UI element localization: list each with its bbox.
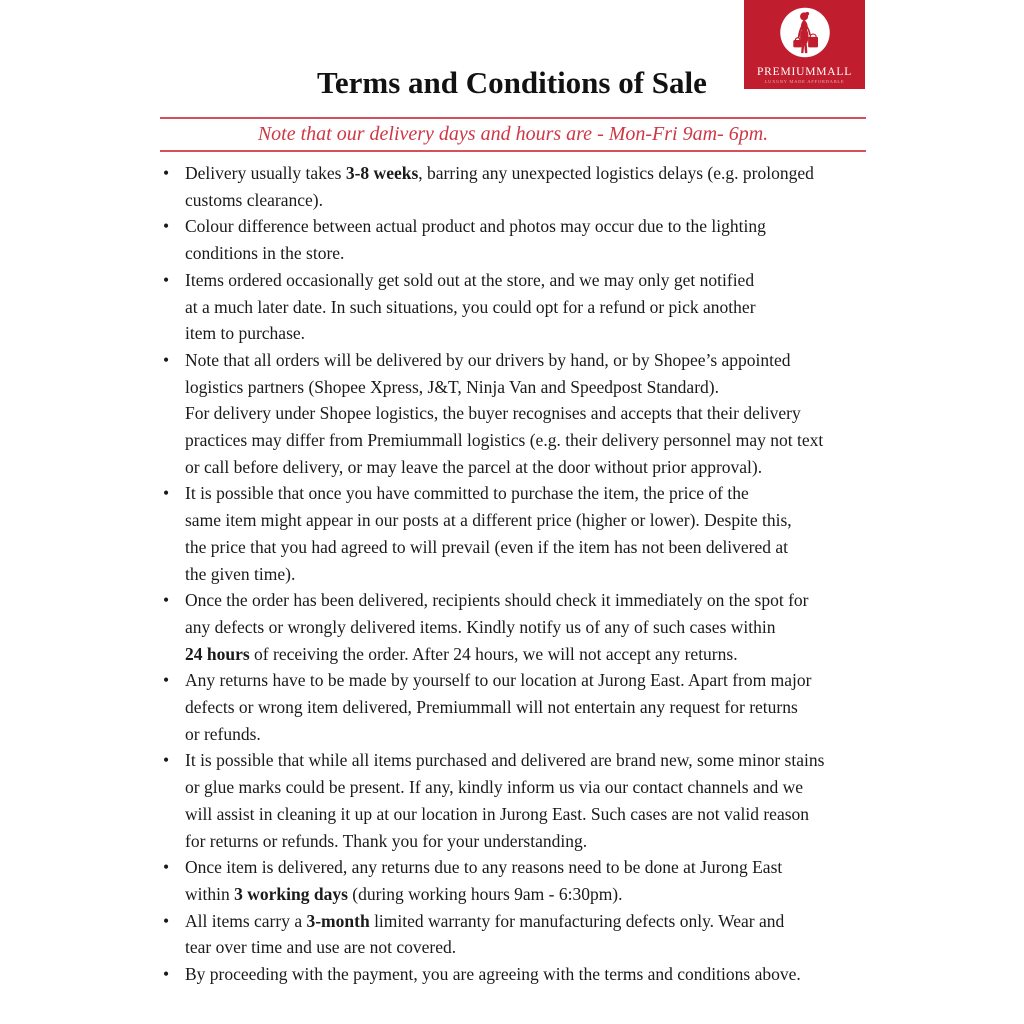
term-item: • Any returns have to be made by yourself to our location at Jurong East. Apart from major defects or wrong item delivered, Premiummall will not entertain any request for returns or refunds.	[160, 667, 894, 747]
term-item: • Colour difference between actual product and photos may occur due to the lighting conditions in the store.	[160, 213, 894, 266]
brand-tagline: LUXURY MADE AFFORDABLE	[764, 79, 845, 84]
term-item: • It is possible that while all items purchased and delivered are brand new, some minor stains or glue marks could be present. If any, kindly inform us via our contact channels and we will assist in cleaning it up at our location in Jurong East. Such cases are not valid reason for returns or refunds. Thank you for your understanding.	[160, 747, 894, 854]
delivery-note-band	[160, 117, 866, 152]
delivery-note: Note that our delivery days and hours are - Mon-Fri 9am- 6pm.	[257, 123, 769, 145]
term-item: • It is possible that once you have committed to purchase the item, the price of the same item might appear in our posts at a different price (higher or lower). Despite this, the price that you had agreed to will prevail (even if the item has not been delivered at the given time).	[160, 480, 894, 587]
brand-name: PREMIUMMALL	[756, 66, 853, 78]
term-item: • Once item is delivered, any returns due to any reasons need to be done at Jurong East within 3 working days (during working hours 9am - 6:30pm).	[160, 854, 894, 907]
terms-list	[160, 160, 894, 988]
woman-with-shopping-bags-icon	[777, 5, 832, 60]
page-title: Terms and Conditions of Sale	[317, 65, 707, 100]
term-item: • Note that all orders will be delivered by our drivers by hand, or by Shopee’s appointed logistics partners (Shopee Xpress, J&T, Ninja Van and Speedpost Standard). For delivery under Shopee logistics, the buyer recognises and accepts that their delivery practices may differ from Premiummall logistics (e.g. their delivery personnel may not text or call before delivery, or may leave the parcel at the door without prior approval).	[160, 347, 894, 481]
term-item: • Items ordered occasionally get sold out at the store, and we may only get notified at a much later date. In such situations, you could opt for a refund or pick another item to purchase.	[160, 267, 894, 347]
term-item: • Once the order has been delivered, recipients should check it immediately on the spot for any defects or wrongly delivered items. Kindly notify us of any of such cases within 24 hours of receiving the order. After 24 hours, we will not accept any returns.	[160, 587, 894, 667]
term-item: • Delivery usually takes 3-8 weeks, barring any unexpected logistics delays (e.g. prolonged customs clearance).	[160, 160, 894, 213]
term-item: • All items carry a 3-month limited warranty for manufacturing defects only. Wear and tear over time and use are not covered.	[160, 908, 894, 961]
term-item: • By proceeding with the payment, you are agreeing with the terms and conditions above.	[160, 961, 894, 988]
